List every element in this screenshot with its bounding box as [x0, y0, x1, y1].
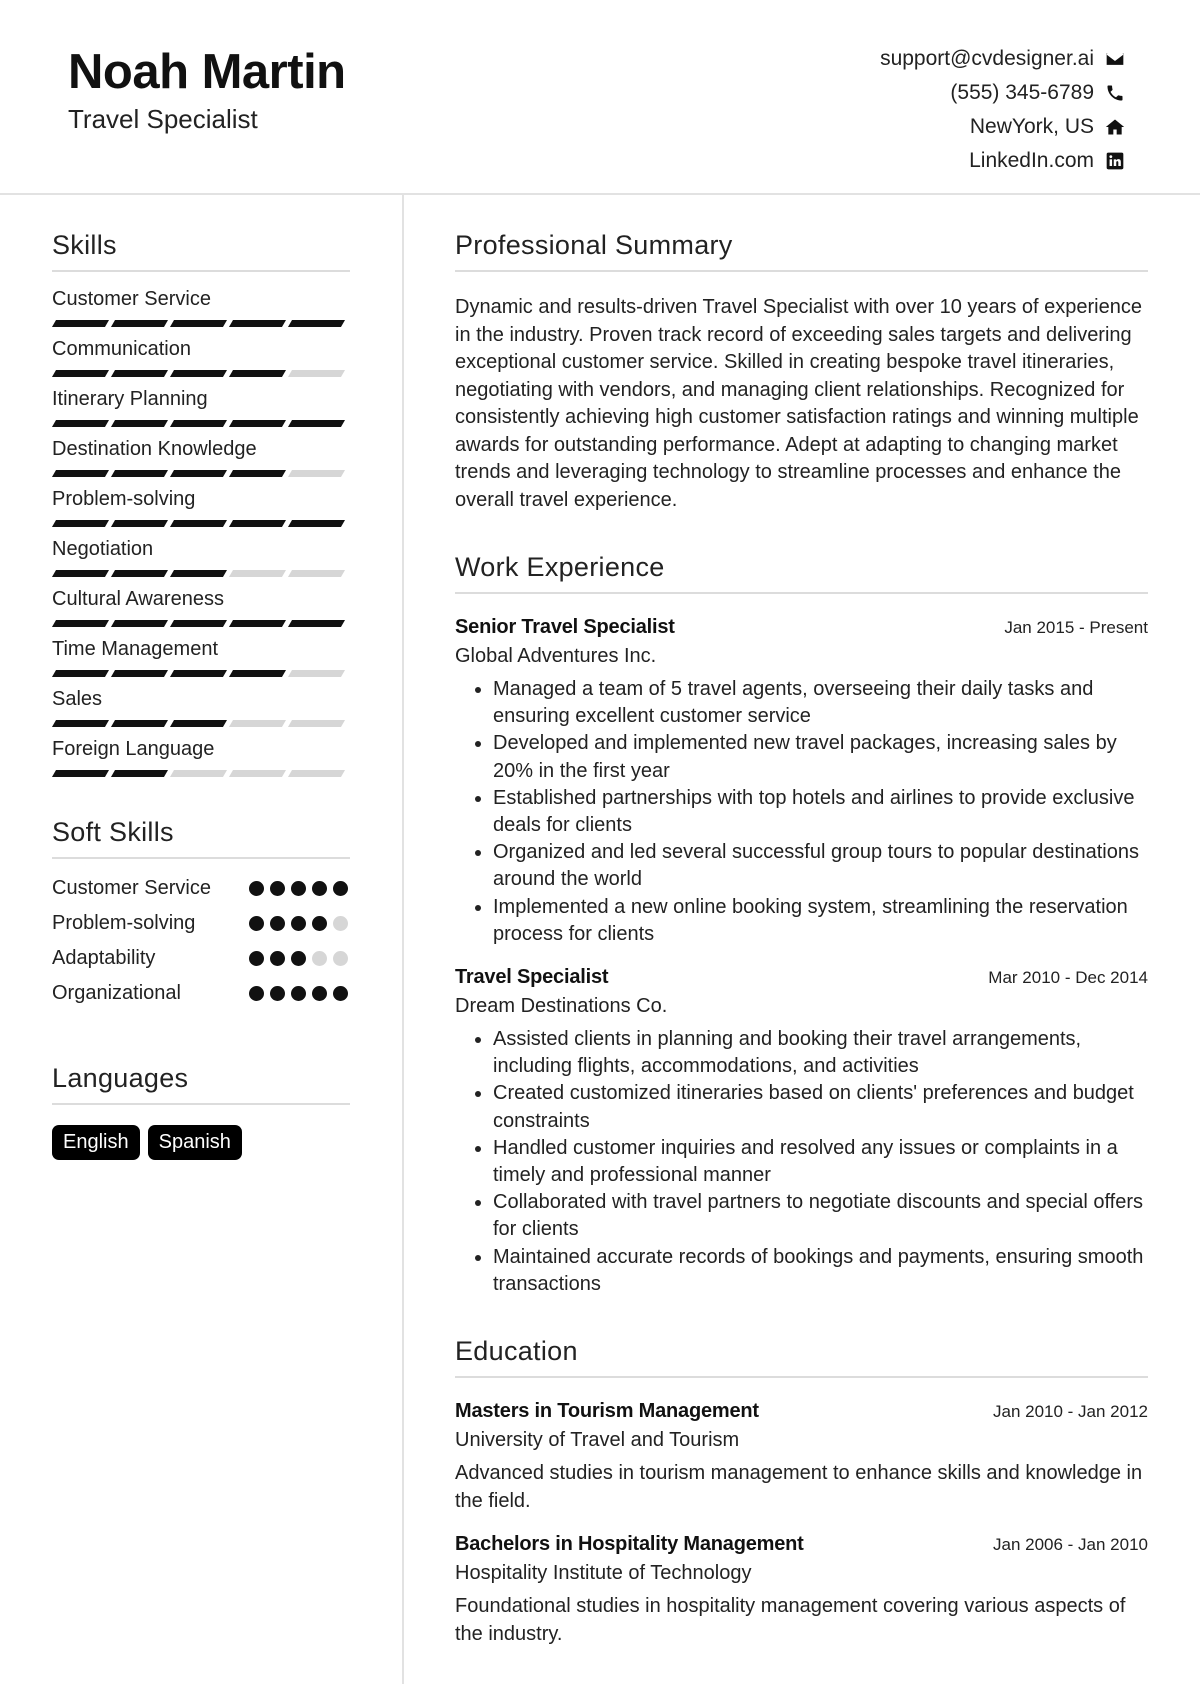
skill-level-segment	[111, 570, 168, 577]
job-bullet: • Developed and implemented new travel packages, increasing sales by 20% in the first year	[493, 730, 1148, 784]
education-heading: Education	[455, 1336, 1148, 1378]
job-bullet: • Managed a team of 5 travel agents, overseeing their daily tasks and ensuring excellent customer service	[493, 676, 1148, 730]
skill-level-segment	[229, 770, 286, 777]
school-name: University of Travel and Tourism	[455, 1429, 740, 1452]
soft-skill-name: Customer Service	[52, 877, 211, 899]
job-bullet: • Implemented a new online booking system, streamlining the reservation process for clients	[493, 894, 1148, 948]
candidate-title: Travel Specialist	[68, 104, 258, 134]
rating-dot	[291, 951, 306, 966]
skill-level-segment	[229, 570, 286, 577]
skill-level-segment	[288, 370, 345, 377]
skill-name: Negotiation	[52, 538, 154, 560]
skill-level-segment	[111, 670, 168, 677]
skill-level-bar	[52, 420, 350, 427]
skill-level-bar	[52, 520, 350, 527]
language-chip: English	[52, 1125, 140, 1160]
skill-level-segment	[229, 470, 286, 477]
contact-linkedin-text: LinkedIn.com	[969, 149, 1094, 172]
rating-dot	[291, 881, 306, 896]
rating-dot	[249, 916, 264, 931]
skill-name: Foreign Language	[52, 738, 215, 760]
soft-skill-rating	[249, 881, 350, 896]
skill-level-segment	[111, 370, 168, 377]
rating-dot	[333, 881, 348, 896]
rating-dot	[270, 951, 285, 966]
skill-level-segment	[52, 420, 109, 427]
skill-name: Destination Knowledge	[52, 438, 257, 460]
skill-level-segment	[111, 420, 168, 427]
skill-level-segment	[288, 670, 345, 677]
soft-skill-item	[52, 910, 350, 937]
rating-dot	[333, 986, 348, 1001]
envelope-icon	[1104, 48, 1126, 70]
skill-item	[52, 287, 350, 337]
skill-level-segment	[111, 620, 168, 627]
contact-info	[880, 42, 1126, 178]
contact-phone-text: (555) 345-6789	[950, 81, 1094, 104]
soft-skill-rating	[249, 986, 350, 1001]
skill-item	[52, 337, 350, 387]
left-column	[52, 230, 350, 1160]
linkedin-icon	[1104, 150, 1126, 172]
skill-level-segment	[111, 320, 168, 327]
skill-level-segment	[170, 420, 227, 427]
skill-level-segment	[229, 320, 286, 327]
job-bullet: • Organized and led several successful group tours to popular destinations around the world	[493, 839, 1148, 893]
rating-dot	[333, 916, 348, 931]
skill-name: Cultural Awareness	[52, 588, 224, 610]
rating-dot	[291, 986, 306, 1001]
skill-level-segment	[52, 720, 109, 727]
skill-level-bar	[52, 770, 350, 777]
skill-level-segment	[52, 470, 109, 477]
education-date: Jan 2010 - Jan 2012	[992, 1402, 1148, 1422]
soft-skill-rating	[249, 916, 350, 931]
skill-item	[52, 587, 350, 637]
contact-linkedin[interactable]	[969, 144, 1126, 178]
soft-skill-rating	[249, 951, 350, 966]
skill-level-segment	[52, 620, 109, 627]
skill-level-segment	[52, 520, 109, 527]
rating-dot	[249, 951, 264, 966]
soft-skill-name: Adaptability	[52, 947, 156, 969]
job-bullet: • Created customized itineraries based on clients' preferences and budget constraints	[493, 1080, 1148, 1134]
contact-email-text: support@cvdesigner.ai	[880, 47, 1094, 70]
rating-dot	[270, 881, 285, 896]
phone-icon	[1104, 82, 1126, 104]
skill-item	[52, 487, 350, 537]
rating-dot	[333, 951, 348, 966]
job-bullet: • Assisted clients in planning and booking their travel arrangements, including flights, accommodations, and activities	[493, 1026, 1148, 1080]
contact-location	[970, 110, 1126, 144]
degree-title: Masters in Tourism Management	[455, 1400, 759, 1423]
skill-level-segment	[170, 770, 227, 777]
column-divider	[402, 195, 404, 1684]
skill-level-segment	[170, 320, 227, 327]
home-icon	[1104, 116, 1126, 138]
languages-heading: Languages	[52, 1063, 350, 1105]
education-entry	[455, 1533, 1148, 1648]
education-date: Jan 2006 - Jan 2010	[992, 1535, 1148, 1555]
rating-dot	[270, 916, 285, 931]
resume-header	[0, 0, 1200, 195]
soft-skill-item	[52, 980, 350, 1007]
soft-skill-item	[52, 945, 350, 972]
skill-level-segment	[52, 320, 109, 327]
job-title: Travel Specialist	[455, 966, 609, 989]
degree-title: Bachelors in Hospitality Management	[455, 1533, 804, 1556]
skill-level-segment	[52, 770, 109, 777]
skill-level-segment	[52, 670, 109, 677]
job-title: Senior Travel Specialist	[455, 616, 675, 638]
skill-level-segment	[288, 720, 345, 727]
rating-dot	[270, 986, 285, 1001]
skill-name: Customer Service	[52, 288, 211, 310]
soft-skill-item	[52, 875, 350, 902]
candidate-name: Noah Martin	[68, 45, 346, 99]
skill-level-bar	[52, 620, 350, 627]
skill-level-segment	[229, 620, 286, 627]
skill-level-segment	[170, 720, 227, 727]
skill-level-segment	[288, 520, 345, 527]
job-date: Mar 2010 - Dec 2014	[988, 968, 1148, 988]
skill-item	[52, 687, 350, 737]
skill-item	[52, 737, 350, 787]
language-chips	[52, 1125, 350, 1160]
skill-name: Sales	[52, 688, 103, 710]
skills-heading: Skills	[52, 230, 350, 272]
skill-level-bar	[52, 570, 350, 577]
skill-level-segment	[229, 370, 286, 377]
job-entry	[455, 616, 1148, 948]
skill-level-bar	[52, 320, 350, 327]
skill-level-segment	[111, 520, 168, 527]
rating-dot	[291, 916, 306, 931]
skill-item	[52, 437, 350, 487]
job-bullet: • Handled customer inquiries and resolved any issues or complaints in a timely and professional manner	[493, 1135, 1148, 1189]
work-section	[455, 552, 1148, 1298]
right-column	[455, 230, 1148, 1648]
soft-skill-name: Organizational	[52, 982, 181, 1004]
job-bullets	[455, 676, 1148, 948]
skill-level-segment	[229, 670, 286, 677]
education-description: Foundational studies in hospitality management covering various aspects of the industry.	[455, 1595, 1126, 1645]
skill-level-segment	[229, 420, 286, 427]
soft-skills-heading: Soft Skills	[52, 817, 350, 859]
rating-dot	[312, 951, 327, 966]
skill-level-segment	[170, 620, 227, 627]
rating-dot	[312, 916, 327, 931]
skill-level-bar	[52, 370, 350, 377]
skills-list	[52, 287, 350, 787]
skill-name: Itinerary Planning	[52, 388, 208, 410]
language-chip: Spanish	[148, 1125, 242, 1160]
school-name: Hospitality Institute of Technology	[455, 1562, 752, 1585]
skill-level-segment	[170, 470, 227, 477]
skill-level-segment	[111, 770, 168, 777]
job-date: Jan 2015 - Present	[1004, 618, 1148, 637]
skill-level-segment	[170, 370, 227, 377]
rating-dot	[249, 986, 264, 1001]
skill-level-segment	[111, 470, 168, 477]
skill-name: Time Management	[52, 638, 218, 660]
skill-level-segment	[288, 570, 345, 577]
skill-name: Problem-solving	[52, 488, 196, 510]
summary-heading: Professional Summary	[455, 230, 1148, 272]
skill-level-segment	[170, 520, 227, 527]
skill-level-segment	[288, 620, 345, 627]
education-description: Advanced studies in tourism management to enhance skills and knowledge in the field.	[455, 1462, 1143, 1512]
skill-level-segment	[288, 470, 345, 477]
job-company: Dream Destinations Co.	[455, 995, 668, 1018]
skill-level-segment	[229, 720, 286, 727]
job-bullets	[455, 1026, 1148, 1298]
skill-item	[52, 387, 350, 437]
skill-level-segment	[229, 520, 286, 527]
contact-email[interactable]	[880, 42, 1126, 76]
job-bullet: • Maintained accurate records of bookings and payments, ensuring smooth transactions	[493, 1244, 1148, 1298]
languages-section	[52, 1063, 350, 1160]
soft-skills-section	[52, 817, 350, 1007]
skill-level-segment	[288, 320, 345, 327]
skill-level-segment	[52, 570, 109, 577]
contact-phone[interactable]	[950, 76, 1126, 110]
skill-item	[52, 637, 350, 687]
job-bullet: • Collaborated with travel partners to negotiate discounts and special offers for clients	[493, 1189, 1148, 1243]
skill-level-segment	[170, 670, 227, 677]
rating-dot	[249, 881, 264, 896]
skill-level-bar	[52, 720, 350, 727]
job-bullet: • Established partnerships with top hotels and airlines to provide exclusive deals for clients	[493, 785, 1148, 839]
rating-dot	[312, 881, 327, 896]
skill-level-segment	[288, 770, 345, 777]
skill-level-segment	[52, 370, 109, 377]
skill-level-bar	[52, 470, 350, 477]
summary-text: Dynamic and results-driven Travel Specialist with over 10 years of experience in the industry. Proven track record of exceeding sales targets and delivering exceptional customer service. Skilled in creating bespoke travel itineraries, negotiating with vendors, and managing client relationships. Recognized for consistently achieving high customer satisfaction ratings and winning multiple awards for outstanding performance. Adept at adapting to changing market trends and leveraging technology to streamline processes and enhance the overall travel experience.	[455, 296, 1142, 511]
job-entry	[455, 966, 1148, 1298]
soft-skills-list	[52, 875, 350, 1007]
soft-skill-name: Problem-solving	[52, 912, 196, 934]
skill-level-segment	[170, 570, 227, 577]
skill-level-segment	[288, 420, 345, 427]
skill-name: Communication	[52, 338, 191, 360]
work-heading: Work Experience	[455, 552, 1148, 594]
skill-level-segment	[111, 720, 168, 727]
job-company: Global Adventures Inc.	[455, 645, 657, 667]
skill-level-bar	[52, 670, 350, 677]
education-entry	[455, 1400, 1148, 1515]
rating-dot	[312, 986, 327, 1001]
contact-location-text: NewYork, US	[969, 115, 1094, 138]
skill-item	[52, 537, 350, 587]
education-section	[455, 1336, 1148, 1648]
